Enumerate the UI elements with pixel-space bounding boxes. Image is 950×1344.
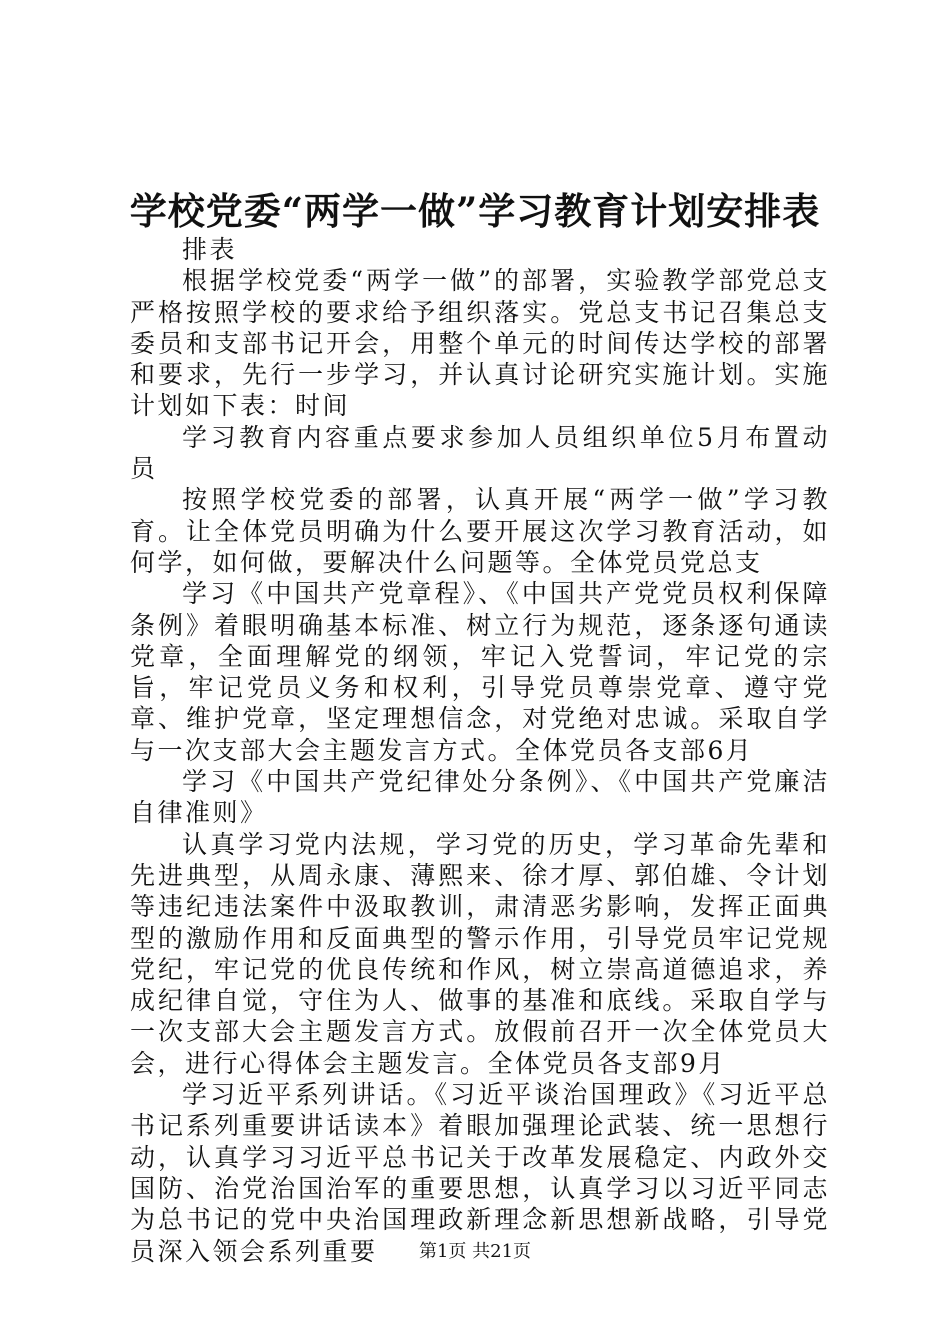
paragraph: 学习《中国共产党章程》、《中国共产党党员权利保障条例》着眼明确基本标准、树立行为规范，逐条逐句通读党章，全面理解党的纲领，牢记入党誓词，牢记党的宗旨，牢记党员义务和权利，引导党员尊崇党章、遵守党章、维护党章，坚定理想信念，对党绝对忠诚。采取自学与一次支部大会主题发言方式。全体党员各支部6月 bbox=[130, 579, 830, 765]
paragraph: 学习《中国共产党纪律处分条例》、《中国共产党廉洁自律准则》 bbox=[130, 767, 830, 828]
paragraph: 学习教育内容重点要求参加人员组织单位5月布置动员 bbox=[130, 422, 830, 484]
document-body bbox=[130, 234, 830, 1267]
page-footer: 第1页 共21页 bbox=[418, 1241, 532, 1262]
paragraph: 排表 bbox=[182, 235, 238, 264]
paragraph: 根据学校党委“两学一做”的部署，实验教学部党总支严格按照学校的要求给予组织落实。党总支书记召集总支委员和支部书记开会，用整个单元的时间传达学校的部署和要求，先行一步学习，并认真讨论研究实施计划。实施计划如下表：时间 bbox=[130, 266, 830, 421]
document-title: 学校党委“两学一做”学习教育计划安排表 bbox=[129, 189, 821, 233]
paragraph: 认真学习党内法规，学习党的历史，学习革命先辈和先进典型，从周永康、薄熙来、徐才厚、郭伯雄、令计划等违纪违法案件中汲取教训，肃清恶劣影响，发挥正面典型的激励作用和反面典型的警示作用，引导党员牢记党规党纪，牢记党的优良传统和作风，树立崇高道德追求，养成纪律自觉，守住为人、做事的基准和底线。采取自学与一次支部大会主题发言方式。放假前召开一次全体党员大会，进行心得体会主题发言。全体党员各支部9月 bbox=[130, 829, 830, 1078]
paragraph: 按照学校党委的部署，认真开展“两学一做”学习教育。让全体党员明确为什么要开展这次学习教育活动，如何学，如何做，要解决什么问题等。全体党员党总支 bbox=[130, 485, 830, 577]
paragraph: 学习近平系列讲话。《习近平谈治国理政》《习近平总书记系列重要讲话读本》着眼加强理论武装、统一思想行动，认真学习习近平总书记关于改革发展稳定、内政外交国防、治党治国治军的重要思想，认真学习以习近平同志为总书记的党中央治国理政新理念新思想新战略，引导党员深入领会系列重要 bbox=[130, 1080, 830, 1266]
